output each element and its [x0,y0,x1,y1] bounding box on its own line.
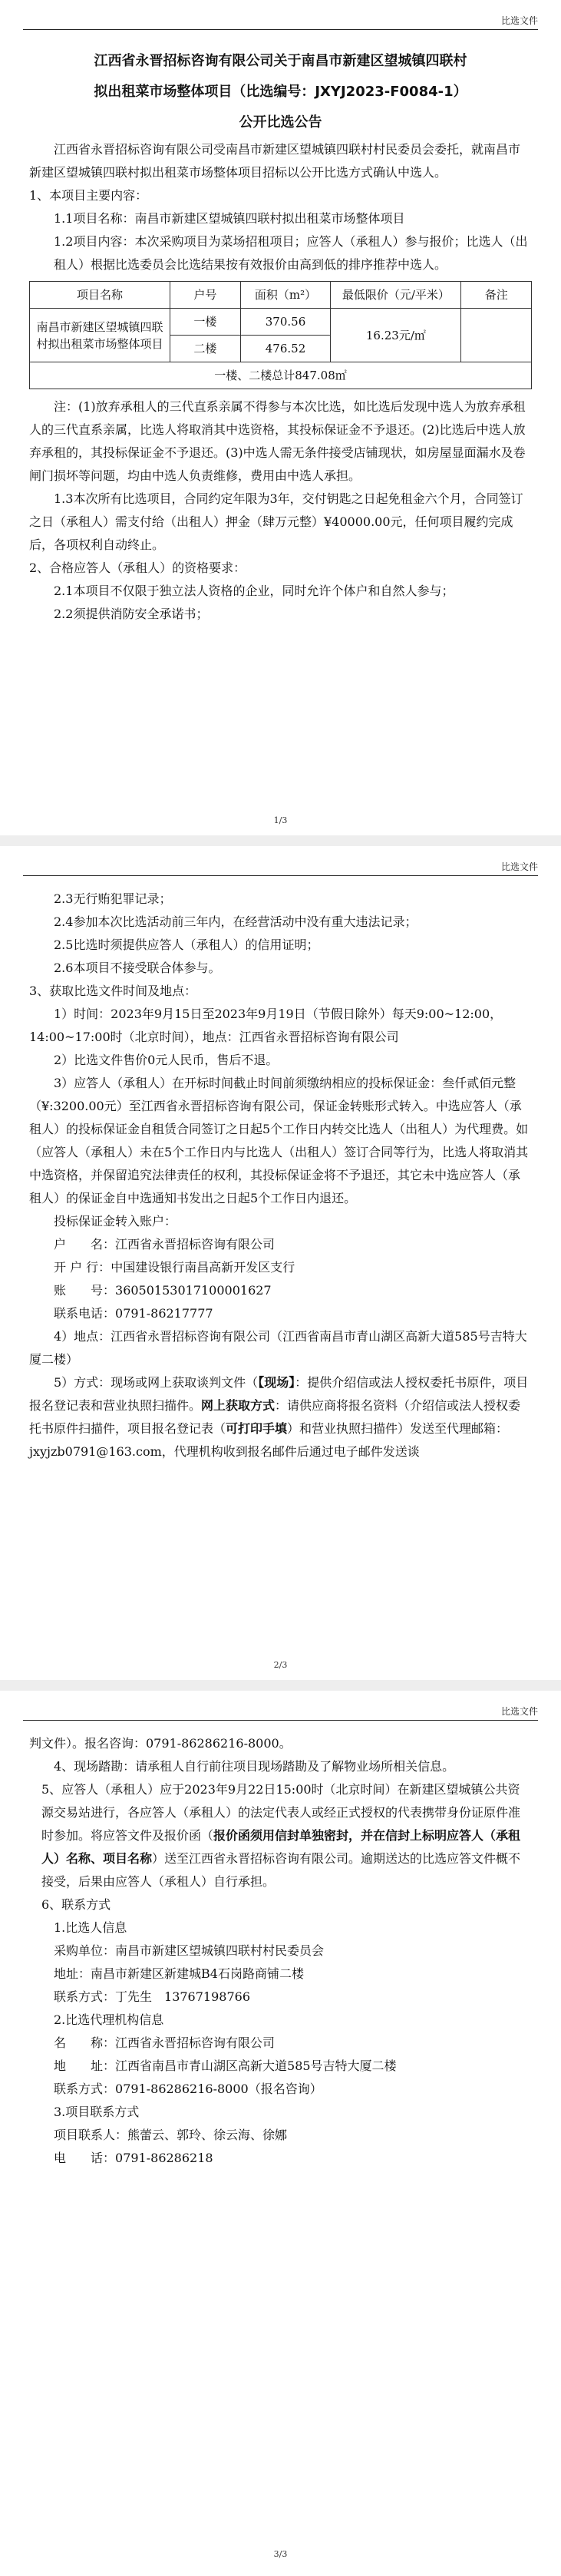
section-heading: 3、获取比选文件时间及地点： [29,984,197,998]
section-heading: 2、合格应答人（承租人）的资格要求： [29,561,246,575]
page-title: 江西省永晋招标咨询有限公司关于南昌市新建区望城镇四联村 [94,53,467,69]
table-header-cell: 最低限价（元/平米） [331,282,461,309]
clause: 2.1本项目不仅限于独立法人资格的企业，同时允许个体户和自然人参与； [54,584,454,598]
table-cell: 南昌市新建区望城镇四联村拟出租菜市场整体项目 [30,309,170,362]
table-row [30,362,532,389]
contact-row [29,2078,532,2101]
header-divider [23,875,538,876]
text-run-bold: 【现场】 [258,1375,295,1390]
header-label: 比选文件 [500,1706,538,1717]
contact-label: 电 话： [54,2151,116,2165]
contact-value: 0791-86286218 [115,2151,213,2165]
contact-row [29,2032,532,2055]
table-total-cell: 一楼、二楼总计847.08㎡ [30,362,532,389]
text-run: ）和营业执照扫描件）发送至代理邮箱：jxyjzb0791@163.com，代理机构收到报名邮件后通过电子邮件发送谈 [29,1421,509,1459]
contact-value: 熊蕾云、郭玲、徐云海、徐娜 [127,2128,288,2142]
page-3 [0,1691,561,2576]
page-title: 公开比选公告 [239,114,322,131]
clause: 2.2须提供消防安全承诺书； [54,607,209,621]
contact-value: 0791-86286216-8000（报名咨询） [115,2082,322,2096]
account-row [29,1302,532,1325]
table-header-cell: 项目名称 [30,282,170,309]
contact-label: 联系方式： [54,2082,116,2096]
page-2 [0,846,561,1680]
contact-label: 联系方式： [54,1989,116,2004]
clause: 1）时间：2023年9月15日至2023年9月19日（节假日除外）每天9:00~12:00，14:00~17:00时（北京时间），地点：江西省永晋招标咨询有限公司 [29,1007,503,1044]
header-divider [23,1720,538,1721]
contact-row [29,2124,532,2147]
table-cell: 476.52 [240,336,331,362]
contact-value: 南昌市新建区新建城B4石岗路商铺二楼 [91,1966,304,1981]
clause: 2.6本项目不接受联合体参与。 [54,961,221,975]
account-row [29,1279,532,1302]
contact-label: 地址： [54,1966,91,1981]
clause: 4）地点：江西省永晋招标咨询有限公司（江西省南昌市青山湖区高新大道585号吉特大厦二楼） [29,1329,527,1367]
clause [29,1371,532,1463]
account-label: 账 号： [54,1283,116,1298]
clause: 2.3无行贿犯罪记录； [54,891,172,906]
header-divider [23,29,538,30]
sub-heading: 2.比选代理机构信息 [54,2012,164,2027]
page-separator [0,835,561,846]
clause: 1.2项目内容：本次采购项目为菜场招租项目；应答人（承租人）参与报价；比选人（出租人）根据比选委员会比选结果按有效报价由高到低的排序推荐中选人。 [54,234,528,272]
header-label: 比选文件 [500,861,538,872]
table-header-cell: 面积（m²） [240,282,331,309]
contact-value: 江西省永晋招标咨询有限公司 [115,2035,276,2050]
text-run: ：提供介绍信或法人授权委托书原件，项目报名登记表和营业执照扫描件。 [29,1375,529,1413]
text-run-bold: 报价函须用信封单独密封，并在信封上标明应答人（承租人）名称、项目名称 [41,1828,521,1866]
account-value: 36050153017100001627 [115,1283,272,1298]
page-number: 1/3 [273,815,288,825]
contact-label: 项目联系人： [54,2128,128,2142]
table-header-row [30,282,532,309]
contact-row [29,1963,532,1986]
table-cell [461,309,532,362]
header-label: 比选文件 [500,15,538,26]
text-run-bold: 网上获取方式 [201,1398,276,1413]
account-value: 0791-86217777 [115,1306,213,1321]
text-run: ）送至江西省永晋招标咨询有限公司。逾期送达的比选应答文件概不接受，后果由应答人（承租人）自行承担。 [41,1851,521,1889]
contact-label: 采购单位： [54,1943,116,1958]
table-cell: 一楼 [170,309,241,336]
contact-row [29,2147,532,2170]
clause: 3）应答人（承租人）在开标时间截止时间前须缴纳相应的投标保证金：叁仟贰佰元整（¥:3200.00元）至江西省永晋招标咨询有限公司，保证金转账形式转入。中选应答人（承租人）的投标保证金自租赁合同签订之日起5个工作日内转交比选人（出租人）为代理费。如（应答人（承租人）未在5个工作日内与比选人（出租人）签订合同等行为，比选人将取消其中选资格，并保留追究法律责任的权利，其投标保证金将不予退还，其它未中选应答人（承租人）的保证金自中选通知书发出之日起5个工作日内退还。 [29,1076,529,1205]
clause: 1.1项目名称：南昌市新建区望城镇四联村拟出租菜市场整体项目 [54,211,405,226]
contact-row [29,1939,532,1963]
sub-heading: 3.项目联系方式 [54,2105,140,2119]
section-heading: 1、本项目主要内容： [29,188,148,203]
page-number: 2/3 [273,1660,288,1670]
clause: 2）比选文件售价0元人民币，售后不退。 [54,1053,279,1067]
account-label: 联系电话： [54,1306,116,1321]
table-header-cell: 户号 [170,282,241,309]
page-3-content [29,1732,532,2170]
account-value: 江西省永晋招标咨询有限公司 [115,1237,276,1252]
page-2-content [29,888,532,1463]
table-cell: 370.56 [240,309,331,336]
contact-value: 南昌市新建区望城镇四联村村民委员会 [115,1943,325,1958]
contact-label: 地 址： [54,2058,116,2073]
table-header-cell: 备注 [461,282,532,309]
section-heading: 6、联系方式 [41,1897,111,1912]
clause: 2.5比选时须提供应答人（承租人）的信用证明； [54,937,319,952]
account-label: 开 户 行： [54,1260,111,1275]
intro-paragraph: 江西省永晋招标咨询有限公司受南昌市新建区望城镇四联村村民委员会委托，就南昌市新建区望城镇四联村拟出租菜市场整体项目招标以公开比选方式确认中选人。 [29,142,521,180]
sub-heading: 1.比选人信息 [54,1920,127,1935]
page-1-content [29,46,532,626]
text-run: 5）方式：现场或网上获取谈判文件（ [54,1375,259,1390]
text-run: ：请供应商将报名资料（介绍信或法人授权委托书原件扫描件，项目报名登记表（ [29,1398,521,1436]
contact-row [29,1986,532,2009]
table-row [30,309,532,336]
page-title: 拟出租菜市场整体项目（比选编号：JXYJ2023-F0084-1） [94,84,467,100]
section-heading: 4、现场踏勘：请承租人自行前往项目现场踏勘及了解物业场所相关信息。 [54,1759,455,1774]
contact-label: 名 称： [54,2035,116,2050]
text-run: 5、应答人（承租人）应于2023年9月22日15:00时（北京时间）在新建区望城镇公共资源交易站进行，各应答人（承租人）的法定代表人或经正式授权的代表携带身份证原件准时参加。将应答文件及报价函（ [41,1782,521,1843]
text-run-bold: 可打印手填 [226,1421,288,1436]
contact-value: 丁先生 13767198766 [115,1989,250,2004]
page-separator [0,1680,561,1691]
note-paragraph: 注：(1)放弃承租人的三代直系亲属不得参与本次比选，如比选后发现中选人为放弃承租人的三代直系亲属，比选人将取消其中选资格，其投标保证金不予退还。(2)比选后中选人放弃承租的，其投标保证金不予退还。(3)中选人需无条件接受店铺现状，如房屋显面漏水及卷闸门损坏等问题，均由中选人负责维修，费用由中选人承担。 [29,399,526,483]
page-number: 3/3 [273,2549,288,2559]
account-title: 投标保证金转入账户： [54,1214,177,1228]
account-row [29,1256,532,1279]
table-cell: 二楼 [170,336,241,362]
account-label: 户 名： [54,1237,116,1252]
contact-row [29,2055,532,2078]
page-1 [0,0,561,835]
clause: 2.4参加本次比选活动前三年内，在经营活动中没有重大违法记录； [54,914,417,929]
clause: 1.3本次所有比选项目，合同约定年限为3年，交付钥匙之日起免租金六个月，合同签订之日（承租人）需支付给（出租人）押金（肆万元整）¥40000.00元，任何项目履约完成后，各项权利自动终止。 [29,491,523,552]
contact-value: 江西省南昌市青山湖区高新大道585号吉特大厦二楼 [115,2058,397,2073]
table-cell: 16.23元/㎡ [331,309,461,362]
project-table [29,281,532,389]
clause: 判文件）。报名咨询：0791-86286216-8000。 [29,1736,292,1751]
clause [29,1778,532,1893]
account-value: 中国建设银行南昌高新开发区支行 [111,1260,295,1275]
account-row [29,1233,532,1256]
